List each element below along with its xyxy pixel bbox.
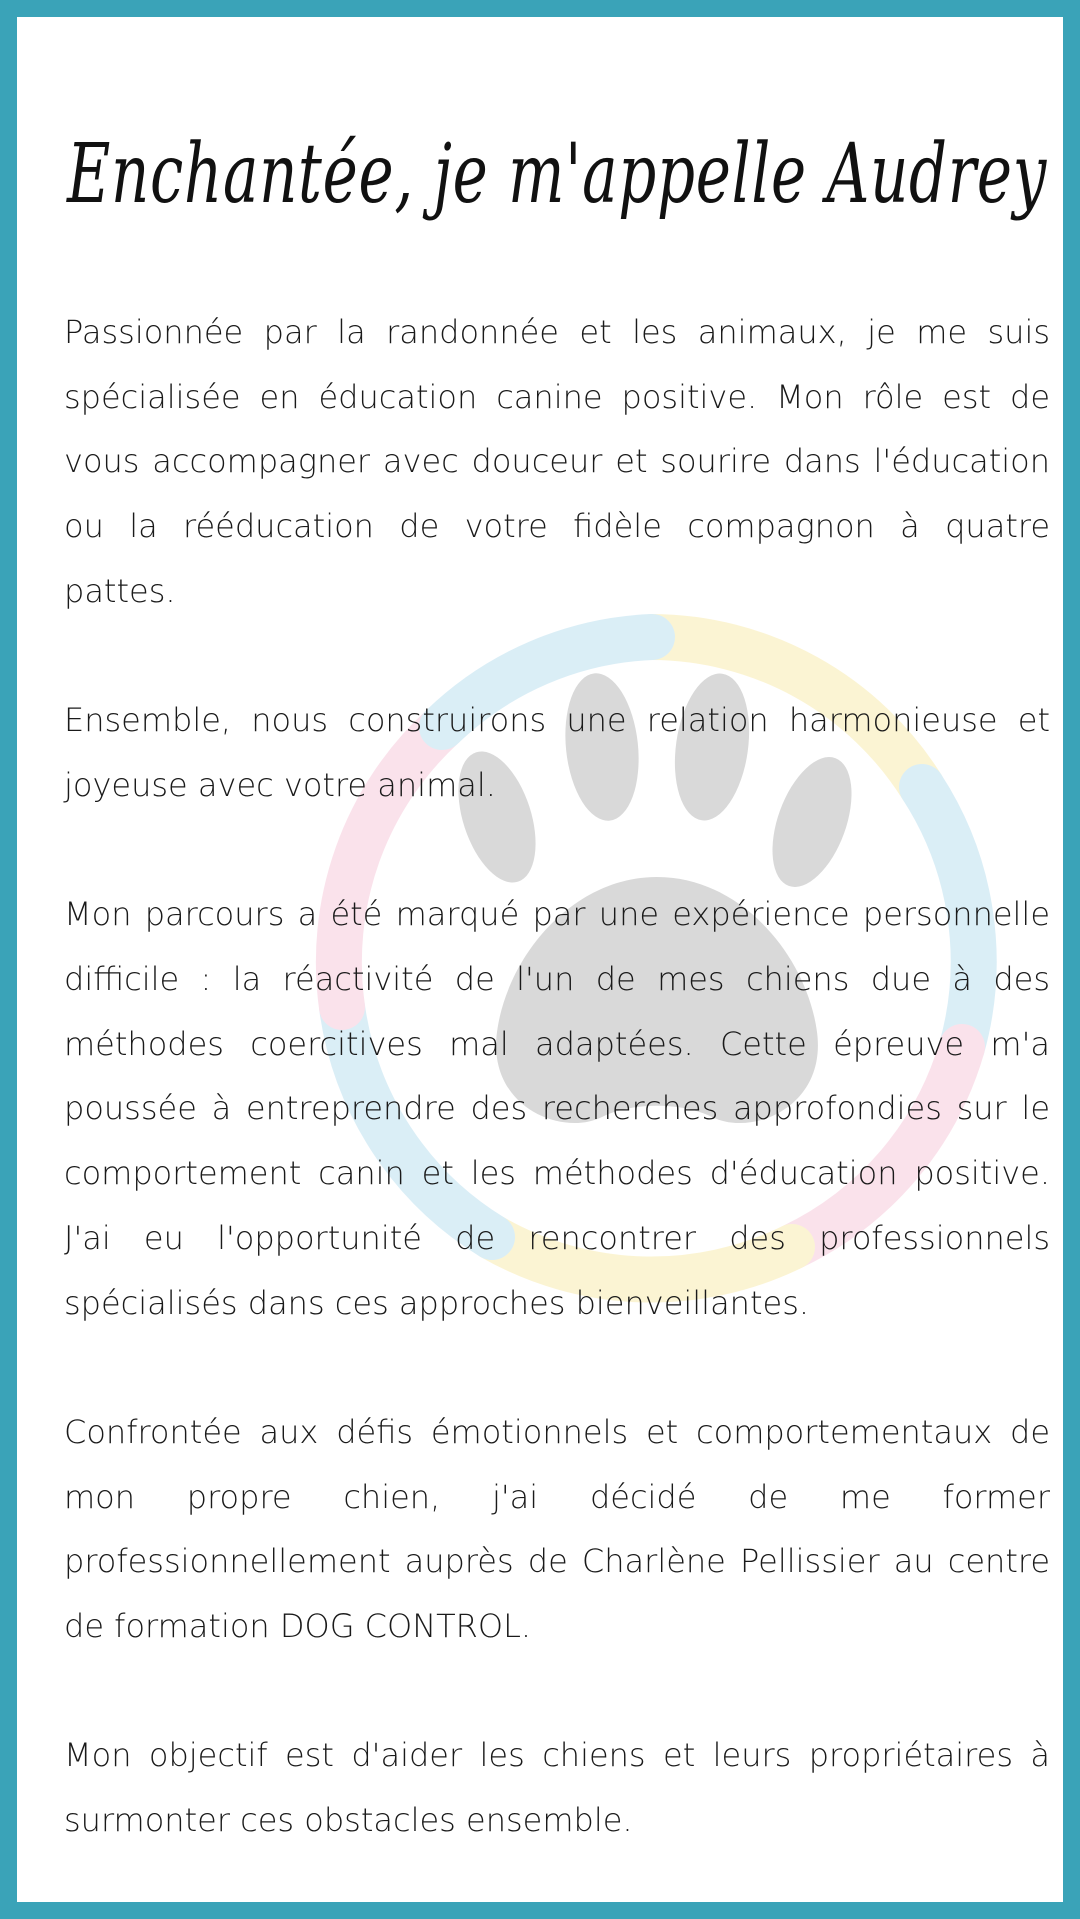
paragraph-parcours: Mon parcours a été marqué par une expérience personnelle difficile : la réactivité de l'un de mes chiens due à des méthodes coercitives mal adaptées. Cette épreuve m'a poussée à entreprendre des recherches approfondies sur le comportement canin et les méthodes d'éducation positive. J'ai eu l'opportunité de rencontrer des professionnels spécialisés dans ces approches bienveillantes. (64, 895, 1050, 1322)
paragraph-formation: Confrontée aux défis émotionnels et comportementaux de mon propre chien, j'ai décidé de me former professionnellement auprès de Charlène Pellissier au centre de formation DOG CONTROL. (64, 1412, 1050, 1646)
body-content (64, 300, 1050, 1853)
paragraph-objectif: Mon objectif est d'aider les chiens et leurs propriétaires à surmonter ces obstacles ensemble. (64, 1736, 1050, 1840)
page-title (57, 77, 1057, 267)
paragraph-intro: Passionnée par la randonnée et les animaux, je me suis spécialisée en éducation canine positive. Mon rôle est de vous accompagner avec douceur et sourire dans l'éducation ou la rééducation de votre fidèle compagnon à quatre pattes. (64, 313, 1050, 610)
page-title-text: Enchantée, je m'appelle Audrey (65, 127, 1048, 222)
paragraph-relation: Ensemble, nous construirons une relation harmonieuse et joyeuse avec votre animal. (64, 701, 1050, 804)
